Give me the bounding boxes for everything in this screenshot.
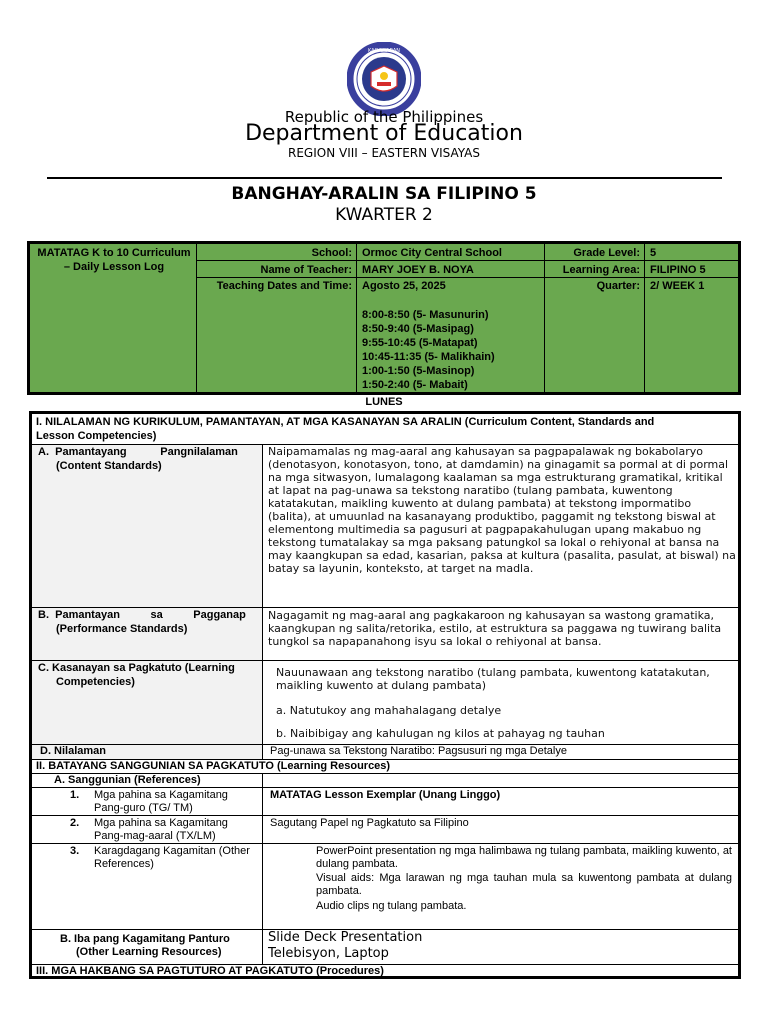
other-resources-label: B. Iba pang Kagamitang Panturo bbox=[60, 933, 230, 945]
other-resources-item: Telebisyon, Laptop bbox=[268, 946, 389, 961]
ref-3-label: Karagdagang Kagamitan (Other References) bbox=[94, 845, 250, 870]
performance-standards-text: Nagagamit ng mag-aaral ang pagkakaroon ng kahusayan sa wastong gramatika, kaangkupan ng salita/retorika, estilo, at estruktura sa paggawa ng tuwirang balita tungkol sa napapanahong isyu sa lokal o rehiyonal at bansa. bbox=[268, 609, 722, 648]
time-slot: 10:45-11:35 (5- Malikhain) bbox=[362, 351, 495, 363]
ref-1-text: MATATAG Lesson Exemplar (Unang Linggo) bbox=[270, 789, 501, 801]
competencies-text: Nauunawaan ang tekstong naratibo (tulang pambata, kuwentong katatakutan, maikling kuwento at dulang pambata) bbox=[276, 666, 710, 692]
school-value: Ormoc City Central School bbox=[362, 247, 502, 259]
teacher-label: Name of Teacher: bbox=[260, 264, 352, 276]
ref-3-number: 3. bbox=[70, 845, 80, 857]
dates-label: Teaching Dates and Time: bbox=[216, 280, 352, 292]
competency-a: a. Natutukoy ang mahahalagang detalye bbox=[276, 704, 502, 717]
region-text: REGION VIII – EASTERN VISAYAS bbox=[288, 146, 480, 160]
references-label: A. Sanggunian (References) bbox=[54, 774, 201, 786]
ref-2-label: Mga pahina sa Kagamitang Pang-mag-aaral (TX/LM) bbox=[94, 817, 228, 842]
section-1-title-cont: Lesson Competencies) bbox=[36, 430, 157, 442]
ref-3-item: Audio clips ng tulang pambata. bbox=[316, 900, 467, 912]
other-resources-item: Slide Deck Presentation bbox=[268, 930, 423, 945]
ref-3-item: Visual aids: Mga larawan ng mga tauhan mula sa kuwentong pambata at dulang pambata. bbox=[316, 872, 732, 897]
quarter-label: Quarter: bbox=[596, 280, 640, 292]
content-label: D. Nilalaman bbox=[40, 745, 107, 757]
area-value: FILIPINO 5 bbox=[650, 264, 706, 276]
area-label: Learning Area: bbox=[562, 264, 640, 276]
school-label: School: bbox=[311, 247, 352, 259]
content-text: Pag-unawa sa Tekstong Naratibo: Pagsusuri ng mga Detalye bbox=[270, 745, 567, 757]
department-title: Department of Education bbox=[245, 121, 523, 146]
time-slot: 8:50-9:40 (5-Masipag) bbox=[362, 323, 474, 335]
quarter-title: KWARTER 2 bbox=[335, 205, 433, 225]
teacher-value: MARY JOEY B. NOYA bbox=[362, 264, 474, 276]
content-standards-text: Naipamamalas ng mag-aaral ang kahusayan sa pagpapalawak ng bokabolaryo (denotasyon, konotasyon, tono, at damdamin) na ginagamit sa pormal at di pormal na mga sitwasyon, lumalagong kaalaman sa mga estrukturang gramatikal, kritikal at lapat na pag-unawa sa tekstong naratibo (tulang pambata, kuwentong katatakutan, maikling kuwento at dulang pambata) at tekstong impormatibo (balita), at umuunlad na kasanayang produktibo, paggamit ng tekstong biswal at elementong multimedia sa pagusuri at pagpapakahulugan upang makabuo ng tekstong tumatalakay sa mga paksang patungkol sa lokal o rehiyonal at bansa na may kaangkupan sa edad, kasarian, paksa at kultura (pasalita, pasulat, at biswal) na batay sa layunin, konteksto, at target na madla. bbox=[268, 445, 736, 575]
ref-2-number: 2. bbox=[70, 817, 80, 829]
ref-1-label: Mga pahina sa Kagamitang Pang-guro (TG/ TM) bbox=[94, 789, 228, 814]
header-divider bbox=[47, 177, 722, 179]
competency-b: b. Naibibigay ang kahulugan ng kilos at pahayag ng tauhan bbox=[276, 727, 605, 740]
section-2-title: II. BATAYANG SANGGUNIAN SA PAGKATUTO (Learning Resources) bbox=[36, 760, 391, 772]
lesson-table bbox=[29, 411, 741, 979]
ref-2-text: Sagutang Papel ng Pagkatuto sa Filipino bbox=[270, 817, 469, 829]
time-slot: 8:00-8:50 (5- Masunurin) bbox=[362, 309, 489, 321]
plan-title: BANGHAY-ARALIN SA FILIPINO 5 bbox=[231, 184, 537, 204]
date-value: Agosto 25, 2025 bbox=[362, 280, 446, 292]
content-standards-label: A. Pamantayang Pangnilalaman bbox=[38, 446, 238, 458]
time-slot: 9:55-10:45 (5-Matapat) bbox=[362, 337, 478, 349]
curriculum-title: MATATAG K to 10 Curriculum – Daily Lesson Log bbox=[37, 247, 191, 273]
day-label: LUNES bbox=[365, 396, 403, 408]
section-3-title: III. MGA HAKBANG SA PAGTUTURO AT PAGKATUTO (Procedures) bbox=[36, 965, 384, 977]
competencies-label-en: Competencies) bbox=[56, 676, 135, 688]
grade-value: 5 bbox=[650, 247, 657, 259]
svg-text:KAGAWARAN: KAGAWARAN bbox=[367, 48, 401, 54]
competencies-label: C. Kasanayan sa Pagkatuto (Learning bbox=[38, 662, 235, 674]
section-1-title: I. NILALAMAN NG KURIKULUM, PAMANTAYAN, AT MGA KASANAYAN SA ARALIN (Curriculum Content, Standards and bbox=[36, 416, 655, 428]
grade-label: Grade Level: bbox=[573, 247, 640, 259]
dll-info-table bbox=[27, 241, 741, 395]
quarter-value: 2/ WEEK 1 bbox=[650, 280, 705, 292]
ref-1-number: 1. bbox=[70, 789, 80, 801]
other-resources-label-en: (Other Learning Resources) bbox=[76, 946, 222, 958]
ref-3-item: PowerPoint presentation ng mga halimbawa ng tulang pambata, maikling kuwento, at dulang pambata. bbox=[316, 845, 732, 870]
republic-text: Republic of the Philippines bbox=[284, 108, 484, 126]
performance-standards-label: B. Pamantayan sa Pagganap bbox=[38, 609, 246, 621]
content-standards-label-en: (Content Standards) bbox=[56, 460, 162, 472]
performance-standards-label-en: (Performance Standards) bbox=[56, 623, 188, 635]
time-slot: 1:00-1:50 (5-Masinop) bbox=[362, 365, 475, 377]
time-slot: 1:50-2:40 (5- Mabait) bbox=[362, 379, 468, 391]
deped-seal-icon bbox=[347, 42, 421, 116]
